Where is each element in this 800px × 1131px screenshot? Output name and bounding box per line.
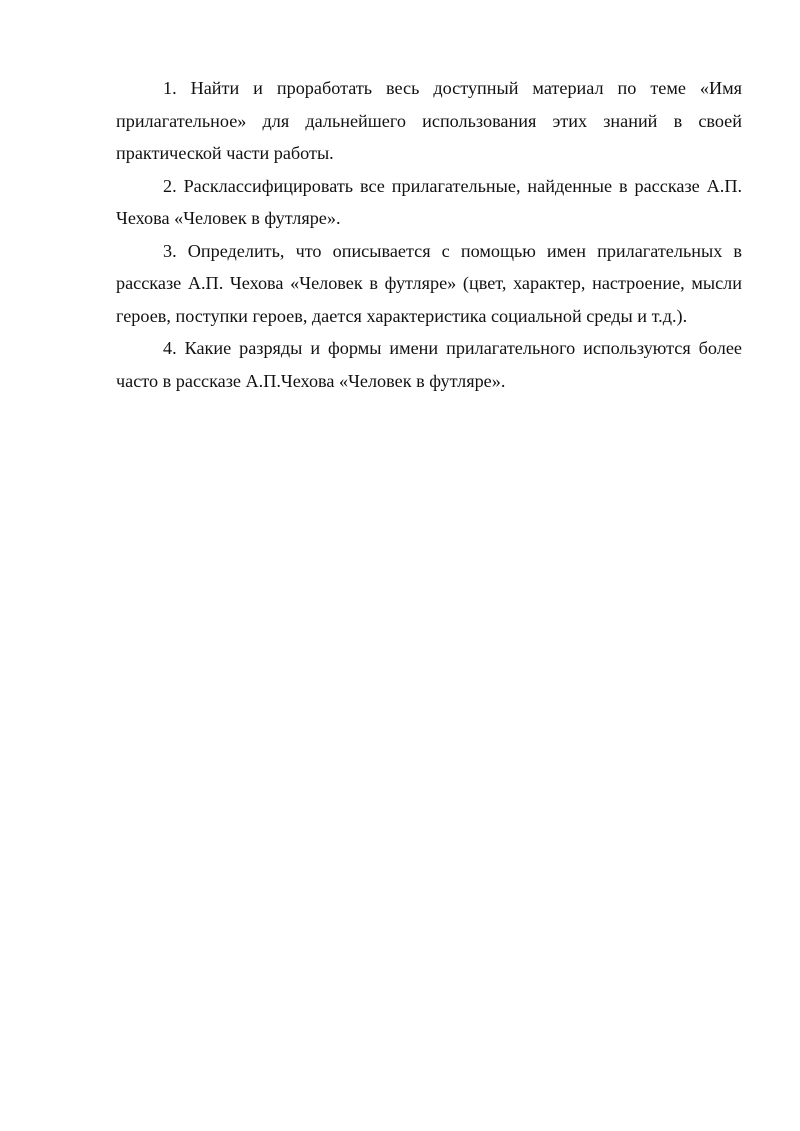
task-item-3: 3. Определить, что описывается с помощью имен прилагательных в рассказе А.П. Чехова «Человек в футляре» (цвет, характер, настроение, мысли героев, поступки героев, дается характеристика социальной среды и т.д.).: [116, 240, 742, 326]
task-item-2: 2. Расклассифицировать все прилагательные, найденные в рассказе А.П. Чехова «Человек в футляре».: [116, 175, 742, 228]
task-list: [116, 72, 742, 397]
task-item-4: 4. Какие разряды и формы имени прилагательного используются более часто в рассказе А.П.Чехова «Человек в футляре».: [116, 338, 742, 391]
task-item-1: 1. Найти и проработать весь доступный материал по теме «Имя прилагательное» для дальнейшего использования этих знаний в своей практической части работы.: [116, 78, 742, 163]
